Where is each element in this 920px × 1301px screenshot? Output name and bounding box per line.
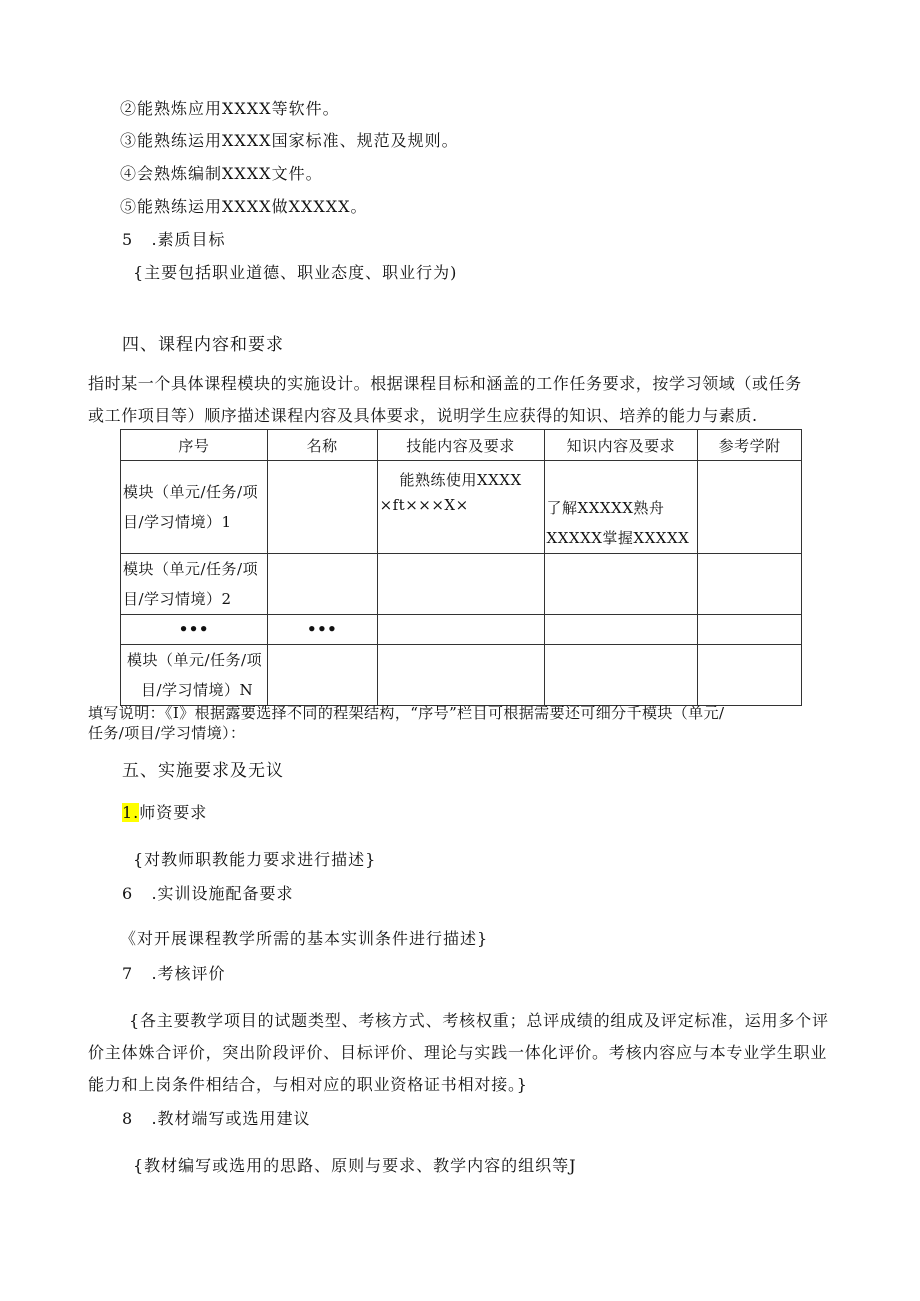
objective-item-2: ②能熟炼应用XXXX等软件。 (120, 99, 340, 118)
textbook-number: 8 (122, 1109, 134, 1128)
row4-skill-cell (377, 645, 544, 706)
row3-knowledge-cell (544, 615, 698, 645)
row1-seq-line-1: 模块（单元/任务/项 (123, 483, 259, 501)
row3-skill-cell (377, 615, 544, 645)
fill-note-line-2: 任务/项目/学习情境）： (88, 724, 246, 742)
row2-hours-cell (698, 554, 802, 615)
assessment-title: .考核评价 (151, 964, 226, 983)
fill-note-line-1: 填写说明：《I》根据露要选择不同的程架结构，“序号”栏目可根据需要还可细分千模块（单元/ (88, 704, 725, 722)
objective-item-5: ⑤能熟练运用XXXX做XXXXX。 (120, 197, 368, 216)
row1-skill-line-2: ×ft×××X× (379, 496, 469, 514)
teacher-requirement-note: {对教师职教能力要求进行描述} (133, 850, 377, 869)
assessment-note-line-3: 能力和上岗条件相结合，与相对应的职业资格证书相对接。} (88, 1075, 528, 1094)
assessment-note-line-1: {各主要教学项目的试题类型、考核方式、考核权重；总评成绩的组成及评定标准，运用多个评 (129, 1011, 829, 1030)
table-header-row (121, 430, 802, 461)
header-reference-hours: 参考学附 (698, 430, 802, 461)
quality-goal-heading (122, 230, 226, 250)
row1-skill-cell (377, 461, 544, 554)
row1-name-cell (267, 461, 377, 554)
row1-hours-cell (698, 461, 802, 554)
row3-hours-cell (698, 615, 802, 645)
table-row (121, 645, 802, 706)
row4-knowledge-cell (544, 645, 698, 706)
header-seq: 序号 (121, 430, 268, 461)
row1-skill-line-1: 能熟练使用XXXX (399, 471, 522, 489)
row2-seq-line-1: 模块（单元/任务/项 (123, 560, 259, 578)
row4-seq-line-1: 模块（单元/任务/项 (127, 651, 263, 669)
teacher-requirement-title: 师资要求 (139, 803, 208, 822)
row3-seq-ellipsis: ••• (178, 620, 209, 638)
row1-seq-line-2: 目/学习情境）1 (123, 513, 232, 531)
training-facility-title: .实训设施配备要求 (151, 884, 294, 903)
header-skill: 技能内容及要求 (377, 430, 544, 461)
row1-knowledge-cell (544, 461, 698, 554)
assessment-note-line-2: 价主体姝合评价，突出阶段评价、目标评价、理论与实践一体化评价。考核内容应与本专业学生职业 (88, 1043, 828, 1062)
training-facility-note: 《对开展课程教学所需的基本实训条件进行描述} (120, 929, 489, 948)
row1-knowledge-line-1: 了解XXXXX熟舟 (546, 499, 665, 517)
textbook-note: {教材编写或选用的思路、原则与要求、教学内容的组织等J (133, 1156, 577, 1175)
section-5-heading: 五、实施要求及无议 (122, 761, 284, 781)
row2-knowledge-cell (544, 554, 698, 615)
row2-seq-cell (121, 554, 268, 615)
section-4-paragraph-line-1: 指时某一个具体课程模块的实施设计。根据课程目标和涵盖的工作任务要求，按学习领域（或任务 (88, 374, 802, 393)
row3-name-ellipsis: ••• (306, 620, 338, 638)
row2-seq-line-2: 目/学习情境）2 (123, 590, 232, 608)
quality-goal-title: .素质目标 (151, 230, 226, 249)
textbook-title: .教材端写或选用建议 (151, 1109, 311, 1128)
training-facility-heading (122, 884, 294, 904)
section-4-heading: 四、课程内容和要求 (122, 335, 284, 355)
section-4-paragraph-line-2: 或工作项目等）顺序描述课程内容及具体要求，说明学生应获得的知识、培养的能力与素质. (88, 406, 758, 425)
assessment-number: 7 (122, 964, 134, 983)
quality-goal-number: 5 (122, 230, 134, 249)
teacher-requirement-heading (122, 803, 207, 823)
quality-goal-note: {主要包括职业道德、职业态度、职业行为) (133, 263, 458, 282)
row2-skill-cell (377, 554, 544, 615)
objective-item-4: ④会熟炼编制XXXX文件。 (120, 164, 323, 183)
textbook-heading (122, 1109, 311, 1129)
highlighted-item-number: 1. (122, 803, 140, 822)
row3-seq-cell (121, 615, 268, 645)
course-content-table (120, 429, 802, 706)
row1-knowledge-line-2: XXXXX掌握XXXXX (546, 529, 690, 547)
assessment-heading (122, 964, 226, 984)
row4-hours-cell (698, 645, 802, 706)
table-row (121, 554, 802, 615)
table-row (121, 615, 802, 645)
header-knowledge: 知识内容及要求 (544, 430, 698, 461)
row2-name-cell (267, 554, 377, 615)
objective-item-3: ③能熟练运用XXXX国家标准、规范及规则。 (120, 131, 459, 150)
table-row (121, 461, 802, 554)
row4-seq-line-2: 目/学习情境）N (141, 681, 254, 699)
row1-seq-cell (121, 461, 268, 554)
header-name: 名称 (267, 430, 377, 461)
training-facility-number: 6 (122, 884, 134, 903)
row4-name-cell (267, 645, 377, 706)
row3-name-cell (267, 615, 377, 645)
row4-seq-cell (121, 645, 268, 706)
